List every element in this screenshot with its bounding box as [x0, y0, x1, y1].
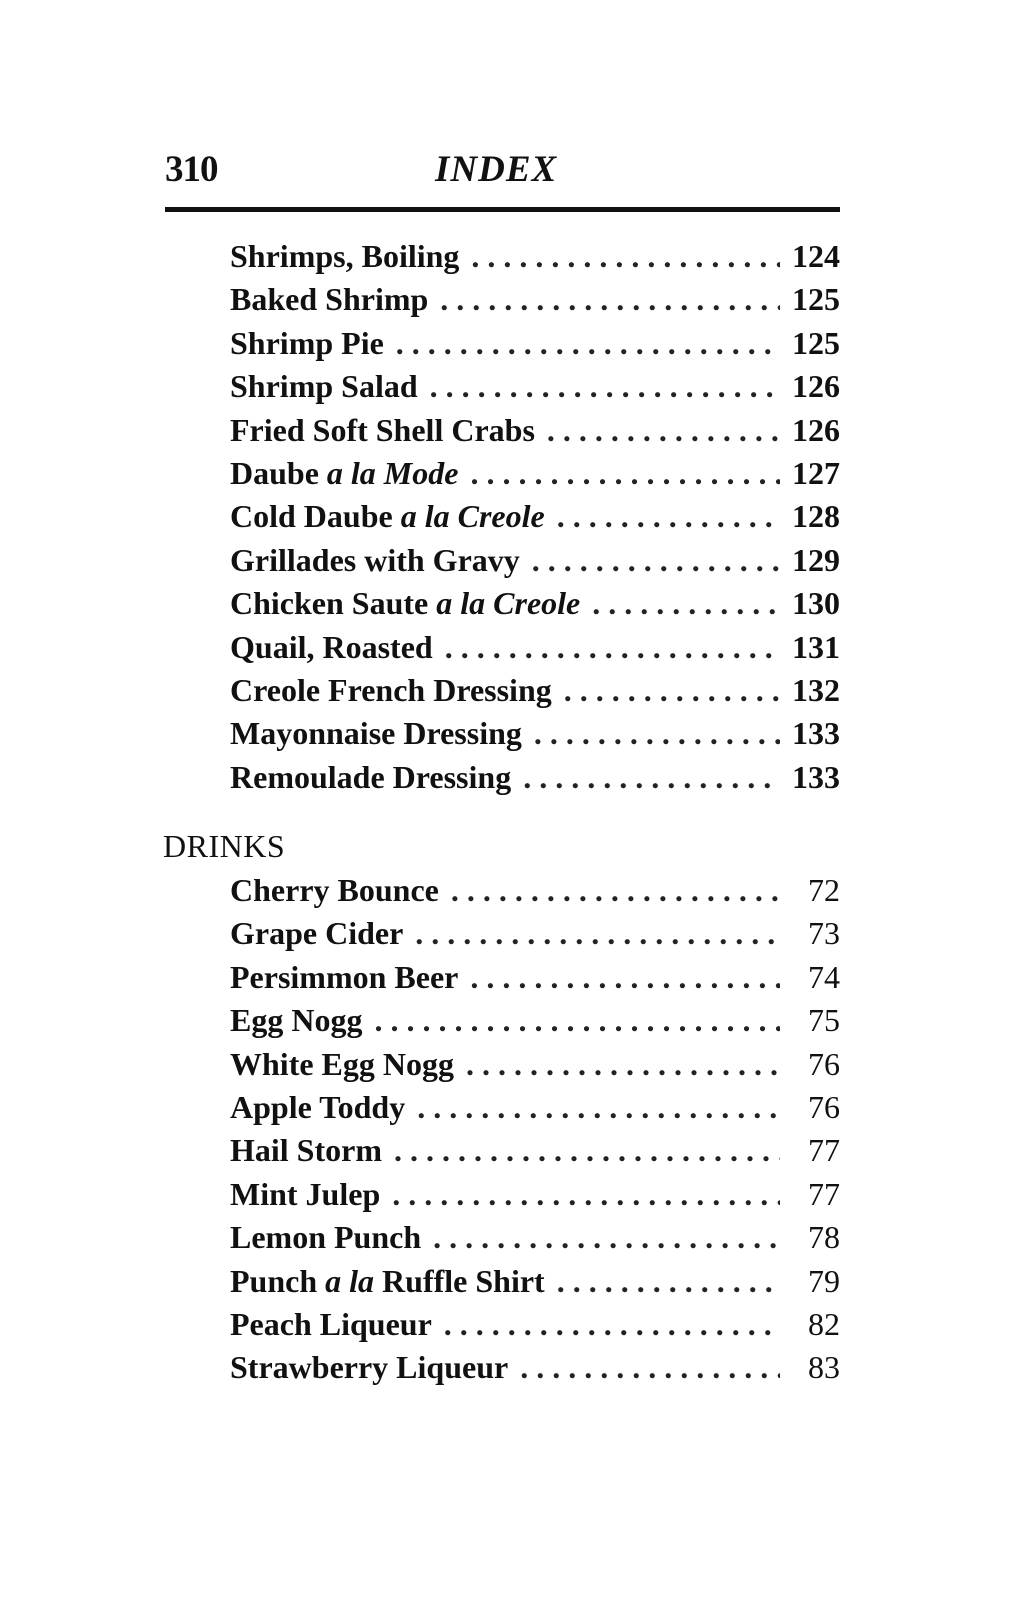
entry-page-number: 130 — [792, 585, 840, 622]
entry-title: Strawberry Liqueur — [230, 1349, 509, 1386]
entry-page-number: 128 — [792, 498, 840, 535]
dot-leader — [471, 238, 780, 275]
entry-title: White Egg Nogg — [230, 1045, 454, 1082]
dot-leader — [444, 1306, 780, 1343]
entry-page-number: 129 — [792, 541, 840, 578]
entry-title: Grillades with Gravy — [230, 541, 520, 578]
index-entry — [230, 498, 840, 541]
entry-title: Fried Soft Shell Crabs — [230, 411, 535, 448]
index-entry — [230, 281, 840, 324]
entry-title: Cherry Bounce — [230, 872, 439, 908]
entry-title: Shrimp Salad — [230, 368, 418, 405]
entry-page-number: 77 — [808, 1175, 840, 1212]
entry-title: Creole French Dressing — [230, 671, 552, 708]
dot-leader — [430, 368, 780, 405]
dot-leader — [466, 1046, 780, 1083]
entry-title-part: Chicken Saute — [230, 585, 437, 622]
entry-title: Hail Storm — [230, 1132, 382, 1169]
entry-page-number: 133 — [792, 758, 840, 795]
entry-title: Mayonnaise Dressing — [230, 715, 522, 752]
entry-title — [230, 498, 557, 535]
dot-leader — [374, 1002, 780, 1039]
entry-page-number: 76 — [808, 1045, 840, 1082]
entry-page-number: 72 — [808, 872, 840, 908]
index-entry — [230, 915, 840, 958]
entry-title: Quail, Roasted — [230, 628, 433, 665]
index-entry — [230, 585, 840, 628]
entry-page-number: 133 — [792, 715, 840, 752]
dot-leader — [564, 672, 780, 709]
index-entry — [230, 1132, 840, 1175]
dot-leader — [417, 1089, 780, 1126]
entry-title — [230, 455, 470, 492]
dot-leader — [445, 629, 780, 666]
dot-leader — [520, 1349, 780, 1386]
running-title: INDEX — [435, 149, 558, 190]
index-entry — [230, 1176, 840, 1219]
entry-title-part: Ruffle Shirt — [374, 1262, 545, 1299]
index-entry — [230, 325, 840, 368]
index-entry — [230, 542, 840, 585]
entry-page-number: 73 — [808, 915, 840, 952]
dot-leader — [470, 455, 780, 492]
dot-leader — [440, 281, 780, 318]
dot-leader — [415, 915, 780, 952]
entry-page-number: 82 — [808, 1305, 840, 1342]
entry-title-italic: a la Mode — [326, 454, 459, 491]
dot-leader — [394, 1132, 780, 1169]
index-entry — [230, 1219, 840, 1262]
entry-page-number: 74 — [808, 958, 840, 995]
index-entry — [230, 1089, 840, 1132]
index-entry — [230, 412, 840, 455]
entry-title: Shrimps, Boiling — [230, 238, 460, 274]
entry-page-number: 77 — [808, 1132, 840, 1169]
index-entry — [230, 672, 840, 715]
dot-leader — [451, 872, 780, 909]
dot-leader — [532, 542, 780, 579]
entry-title: Persimmon Beer — [230, 958, 459, 995]
seafood-index-list — [230, 238, 840, 802]
page-header — [165, 148, 840, 198]
index-entry — [230, 1306, 840, 1349]
dot-leader — [396, 325, 780, 362]
entry-page-number: 126 — [792, 411, 840, 448]
entry-title: Baked Shrimp — [230, 281, 429, 318]
entry-page-number: 76 — [808, 1088, 840, 1125]
index-entry — [230, 368, 840, 411]
dot-leader — [557, 498, 780, 535]
entry-title: Mint Julep — [230, 1175, 381, 1212]
entry-title-part: Punch — [230, 1262, 326, 1299]
dot-leader — [433, 1219, 780, 1256]
index-entry — [230, 1046, 840, 1089]
entry-page-number: 79 — [808, 1262, 840, 1299]
dot-leader — [523, 759, 780, 796]
dot-leader — [547, 412, 780, 449]
index-entry — [230, 1349, 840, 1392]
dot-leader — [534, 715, 780, 752]
entry-title-italic: a la Creole — [400, 498, 545, 535]
entry-page-number: 83 — [808, 1349, 840, 1386]
entry-title: Lemon Punch — [230, 1219, 422, 1256]
entry-page-number: 78 — [808, 1219, 840, 1256]
index-entry — [230, 629, 840, 672]
dot-leader — [470, 959, 780, 996]
entry-page-number: 125 — [792, 324, 840, 361]
entry-title-part: Daube — [230, 454, 327, 491]
dot-leader — [392, 1176, 780, 1213]
entry-title: Apple Toddy — [230, 1088, 406, 1125]
entry-page-number: 127 — [792, 454, 840, 491]
entry-title: Remoulade Dressing — [230, 758, 512, 795]
entry-page-number: 126 — [792, 368, 840, 405]
index-entry — [230, 959, 840, 1002]
entry-title-part: Cold Daube — [230, 498, 401, 535]
entry-title: Peach Liqueur — [230, 1305, 432, 1342]
page-number: 310 — [165, 149, 218, 190]
entry-title — [230, 585, 592, 622]
drinks-index-list — [230, 872, 840, 1393]
entry-title: Shrimp Pie — [230, 324, 384, 361]
entry-page-number: 125 — [792, 281, 840, 318]
index-entry — [230, 1002, 840, 1045]
index-entry — [230, 1263, 840, 1306]
entry-title: Grape Cider — [230, 915, 404, 952]
entry-title-italic: a la — [325, 1262, 375, 1299]
entry-page-number: 132 — [792, 671, 840, 708]
entry-page-number: 131 — [792, 628, 840, 665]
index-entry — [230, 238, 840, 281]
dot-leader — [557, 1263, 780, 1300]
entry-title — [230, 1263, 557, 1300]
index-entry — [230, 715, 840, 758]
index-entry — [230, 759, 840, 802]
entry-title-italic: a la Creole — [436, 585, 581, 622]
entry-page-number: 75 — [808, 1002, 840, 1039]
index-entry — [230, 455, 840, 498]
index-entry — [230, 872, 840, 915]
entry-title: Egg Nogg — [230, 1002, 363, 1039]
entry-page-number: 124 — [792, 238, 840, 274]
dot-leader — [592, 585, 780, 622]
header-rule — [165, 207, 840, 212]
section-heading-drinks: DRINKS — [163, 828, 286, 864]
